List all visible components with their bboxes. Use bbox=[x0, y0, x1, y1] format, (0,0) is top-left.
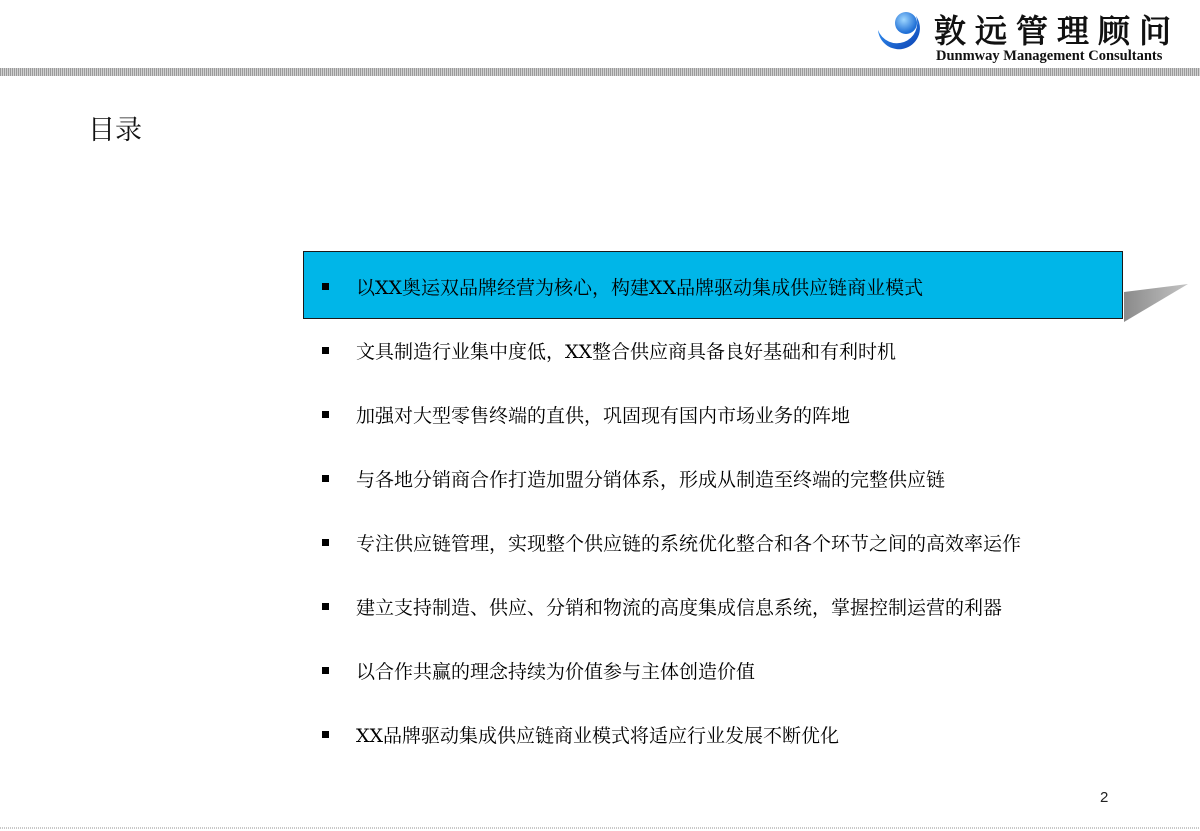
square-bullet-icon bbox=[322, 347, 329, 354]
company-logo bbox=[872, 6, 1198, 68]
header-divider bbox=[0, 68, 1200, 76]
agenda-item-text: 加强对大型零售终端的直供，巩固现有国内市场业务的阵地 bbox=[356, 404, 851, 427]
agenda-item[interactable] bbox=[322, 655, 755, 685]
agenda-item-text: XX品牌驱动集成供应链商业模式将适应行业发展不断优化 bbox=[356, 724, 840, 747]
agenda-item[interactable] bbox=[322, 527, 1021, 557]
agenda-item-text: 以合作共赢的理念持续为价值参与主体创造价值 bbox=[356, 660, 756, 683]
square-bullet-icon bbox=[322, 283, 329, 290]
company-name-en: Dunmway Management Consultants bbox=[936, 48, 1163, 64]
agenda-item-text: 专注供应链管理，实现整个供应链的系统优化整合和各个环节之间的高效率运作 bbox=[356, 532, 1022, 555]
footer-divider bbox=[0, 827, 1200, 829]
agenda-item[interactable] bbox=[322, 463, 945, 493]
agenda-item[interactable] bbox=[322, 271, 923, 301]
page-number: 2 bbox=[1100, 789, 1109, 806]
square-bullet-icon bbox=[322, 475, 329, 482]
page-title: 目录 bbox=[88, 115, 142, 146]
agenda-item[interactable] bbox=[322, 719, 839, 749]
square-bullet-icon bbox=[322, 603, 329, 610]
company-name-cn: 敦远管理顾问 bbox=[934, 12, 1181, 50]
agenda-item-text: 建立支持制造、供应、分销和物流的高度集成信息系统，掌握控制运营的利器 bbox=[356, 596, 1003, 619]
crescent-globe-icon bbox=[872, 8, 926, 62]
agenda-item[interactable] bbox=[322, 399, 850, 429]
agenda-item-text: 文具制造行业集中度低，XX整合供应商具备良好基础和有利时机 bbox=[356, 340, 897, 363]
agenda-item[interactable] bbox=[322, 591, 1002, 621]
square-bullet-icon bbox=[322, 539, 329, 546]
square-bullet-icon bbox=[322, 411, 329, 418]
agenda-item-text: 与各地分销商合作打造加盟分销体系，形成从制造至终端的完整供应链 bbox=[356, 468, 946, 491]
agenda-item-text: 以XX奥运双品牌经营为核心，构建XX品牌驱动集成供应链商业模式 bbox=[356, 276, 924, 299]
square-bullet-icon bbox=[322, 667, 329, 674]
agenda-item[interactable] bbox=[322, 335, 896, 365]
highlight-shadow-wedge bbox=[1124, 284, 1188, 322]
square-bullet-icon bbox=[322, 731, 329, 738]
